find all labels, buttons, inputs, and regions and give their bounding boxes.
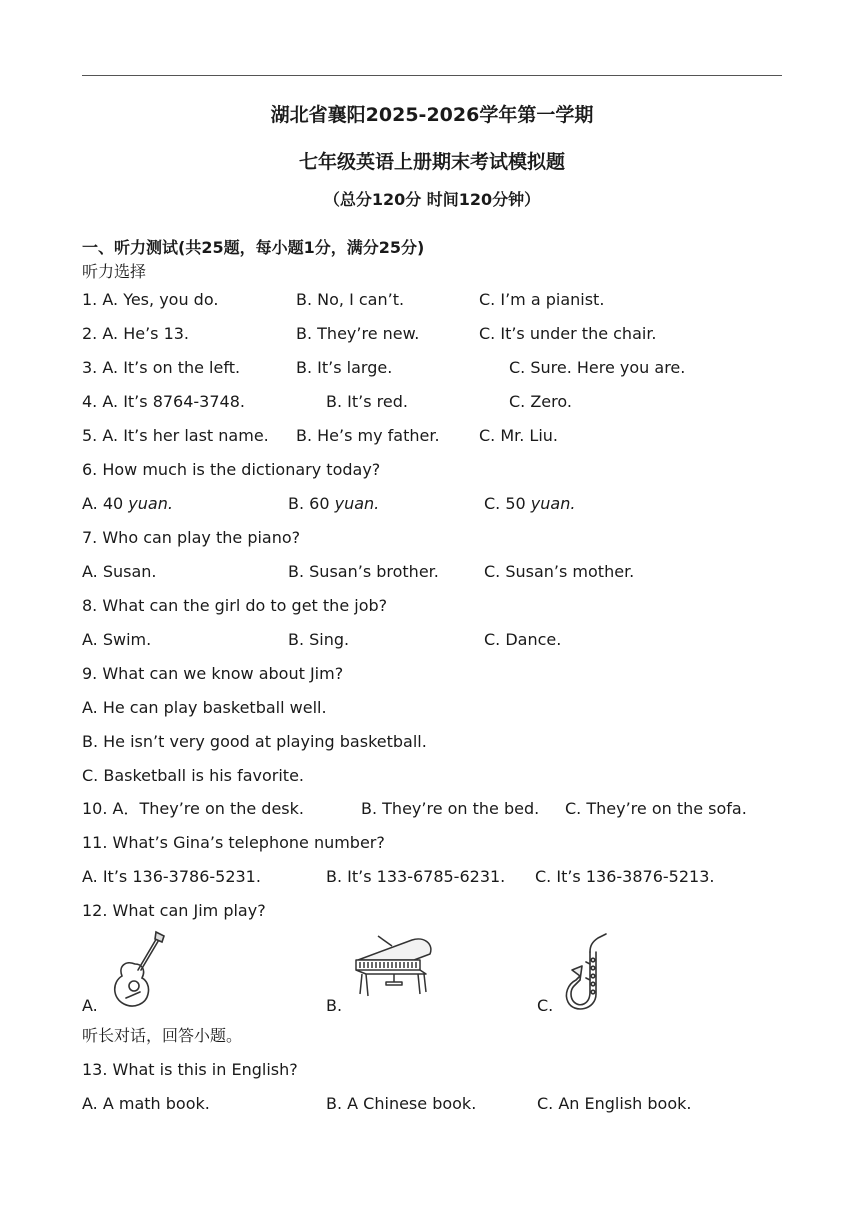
q6-option-a [82,494,173,514]
saxophone-icon [562,932,612,1012]
dialog-instruction: 听长对话，回答小题。 [82,1026,243,1045]
q5-option-b: B. He’s my father. [296,426,440,445]
q10-option-c: C. They’re on the sofa. [565,799,747,818]
q6-option-a-unit: yuan. [128,494,173,513]
q6-option-c-unit: yuan. [530,494,576,513]
q7-option-c: C. Susan’s mother. [484,562,635,581]
q8-option-b: B. Sing. [288,630,350,649]
q10-option-b: B. They’re on the bed. [361,799,540,818]
q9-stem: 9. What can we know about Jim? [82,664,344,683]
q6-option-b-label: B. 60 [288,494,330,513]
q2-option-a: 2. A. He’s 13. [82,324,190,343]
q11-stem: 11. What’s Gina’s telephone number? [82,833,385,852]
section-subheading: 听力选择 [82,262,147,281]
q2-option-c: C. It’s under the chair. [479,324,657,343]
q2-option-b: B. They’re new. [296,324,420,343]
q6-option-c [484,494,575,514]
q11-option-a: A. It’s 136-3786-5231. [82,867,261,886]
q13-stem: 13. What is this in English? [82,1060,298,1079]
q3-option-b: B. It’s large. [296,358,393,377]
top-rule [82,75,782,76]
q6-option-a-label: A. 40 [82,494,124,513]
q13-option-c: C. An English book. [537,1094,692,1113]
q6-option-b-unit: yuan. [334,494,380,513]
q1-option-b: B. No, I can’t. [296,290,405,309]
q5-option-a: 5. A. It’s her last name. [82,426,269,445]
section-heading: 一、听力测试(共25题，每小题1分，满分25分) [82,238,425,257]
q9-option-c: C. Basketball is his favorite. [82,766,305,785]
guitar-icon [108,930,168,1012]
q4-option-b: B. It’s red. [326,392,408,411]
q12-option-b: B. [326,996,343,1015]
q8-stem: 8. What can the girl do to get the job? [82,596,388,615]
q11-option-b: B. It’s 133-6785-6231. [326,867,506,886]
q13-option-b: B. A Chinese book. [326,1094,477,1113]
q6-option-c-label: C. 50 [484,494,526,513]
q5-option-c: C. Mr. Liu. [479,426,559,445]
q12-stem: 12. What can Jim play? [82,901,266,920]
q1-option-c: C. I’m a pianist. [479,290,605,309]
q7-stem: 7. Who can play the piano? [82,528,301,547]
q3-option-a: 3. A. It’s on the left. [82,358,241,377]
q10-option-a: 10. A．They’re on the desk. [82,799,304,818]
q11-option-c: C. It’s 136-3876-5213. [535,867,715,886]
q1-option-a: 1. A. Yes, you do. [82,290,219,309]
q3-option-c: C. Sure. Here you are. [509,358,686,377]
q6-stem: 6. How much is the dictionary today? [82,460,381,479]
q4-option-c: C. Zero. [509,392,572,411]
q8-option-c: C. Dance. [484,630,562,649]
piano-icon [352,934,436,1000]
q6-option-b [288,494,379,514]
exam-title-line2: 七年级英语上册期末考试模拟题 [298,151,565,173]
q9-option-b: B. He isn’t very good at playing basketball. [82,732,427,751]
q12-option-c: C. [537,996,554,1015]
q9-option-a: A. He can play basketball well. [82,698,327,717]
q13-option-a: A. A math book. [82,1094,210,1113]
q7-option-b: B. Susan’s brother. [288,562,439,581]
q12-option-a: A. [82,996,98,1015]
q7-option-a: A. Susan. [82,562,157,581]
exam-score-time: （总分120分 时间120分钟） [323,190,541,209]
q8-option-a: A. Swim. [82,630,152,649]
q4-option-a: 4. A. It’s 8764-3748. [82,392,245,411]
exam-title-line1: 湖北省襄阳2025-2026学年第一学期 [270,104,594,126]
